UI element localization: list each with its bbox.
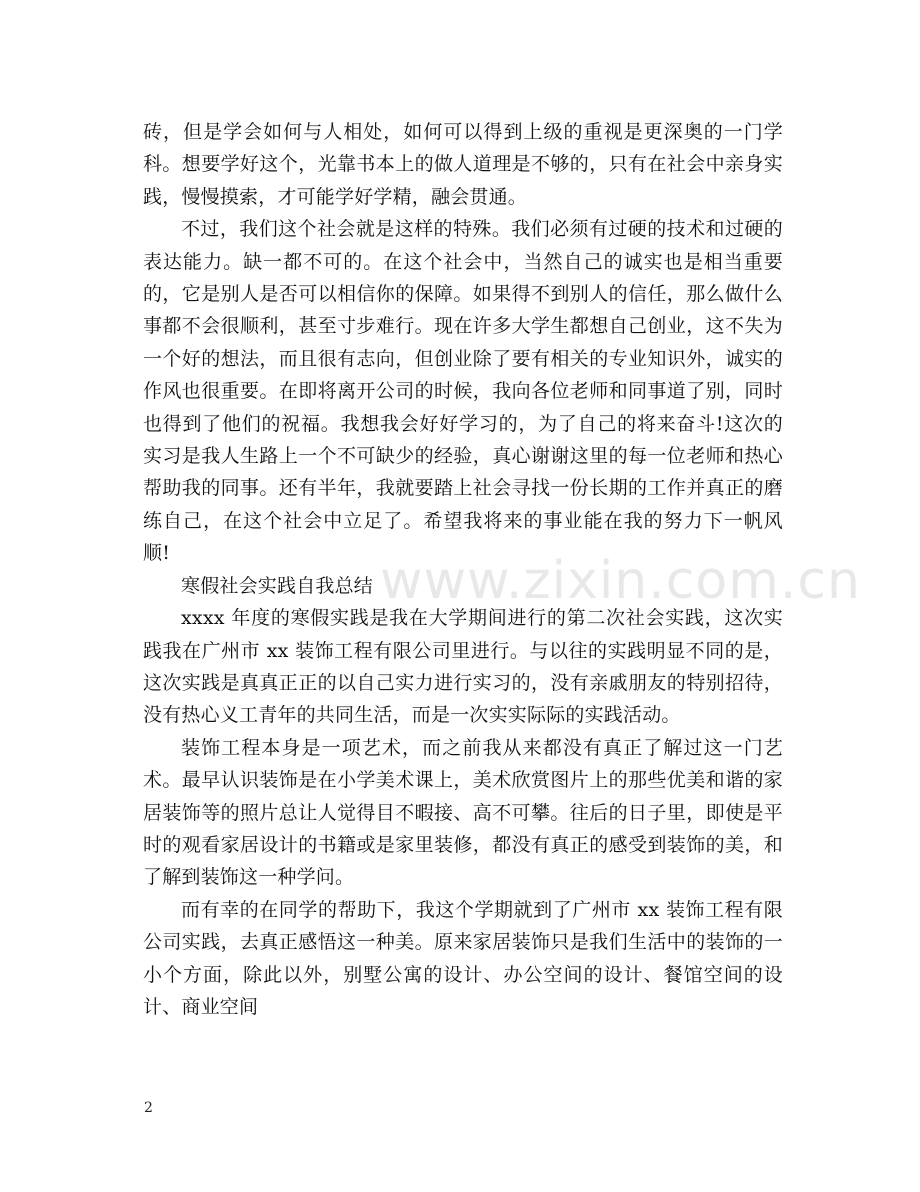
paragraph-1: 砖，但是学会如何与人相处，如何可以得到上级的重视是更深奥的一门学科。想要学好这个，光靠书本上的做人道理是不够的，只有在社会中亲身实践，慢慢摸索，才可能学好学精，融会贯通。 — [143, 121, 783, 208]
paragraph-5: 而有幸的在同学的帮助下，我这个学期就到了广州市 xx 装饰工程有限公司实践，去真正感悟这一种美。原来家居装饰只是我们生活中的装饰的一小个方面，除此以外，别墅公寓的设计、办公空间的设计、餐馆空间的设计、商业空间 — [143, 898, 783, 1018]
paragraph-4: 装饰工程本身是一项艺术，而之前我从来都没有真正了解过这一门艺术。最早认识装饰是在小学美术课上，美术欣赏图片上的那些优美和谐的家居装饰等的照片总让人觉得目不暇接、高不可攀。往后的日子里，即使是平时的观看家居设计的书籍或是家里装修，都没有真正的感受到装饰的美，和了解到装饰这一种学问。 — [143, 736, 783, 889]
paragraph-2: 不过，我们这个社会就是这样的特殊。我们必须有过硬的技术和过硬的表达能力。缺一都不可的。在这个社会中，当然自己的诚实也是相当重要的，它是别人是否可以相信你的保障。如果得不到别人的信任，那么做什么事都不会很顺利，甚至寸步难行。现在许多大学生都想自己创业，这不失为一个好的想法，而且很有志向，但创业除了要有相关的专业知识外，诚实的作风也很重要。在即将离开公司的时候，我向各位老师和同事道了别，同时也得到了他们的祝福。我想我会好好学习的，为了自己的将来奋斗!这次的实习是我人生路上一个不可缺少的经验，真心谢谢这里的每一位老师和热心帮助我的同事。还有半年，我就要踏上社会寻找一份长期的工作并真正的磨练自己，在这个社会中立足了。希望我将来的事业能在我的努力下一帆风顺! — [143, 218, 783, 565]
section-heading: 寒假社会实践自我总结 — [181, 574, 374, 597]
page-number: 2 — [144, 1100, 153, 1116]
watermark: www.zixin.com.cn — [380, 551, 861, 611]
paragraph-3: xxxx 年度的寒假实践是我在大学期间进行的第二次社会实践，这次实践我在广州市 xx 装饰工程有限公司里进行。与以往的实践明显不同的是，这次实践是真真正正的以自己实力进行实习的，没有亲戚朋友的特别招待，没有热心义工青年的共同生活，而是一次实实际际的实践活动。 — [143, 607, 783, 727]
